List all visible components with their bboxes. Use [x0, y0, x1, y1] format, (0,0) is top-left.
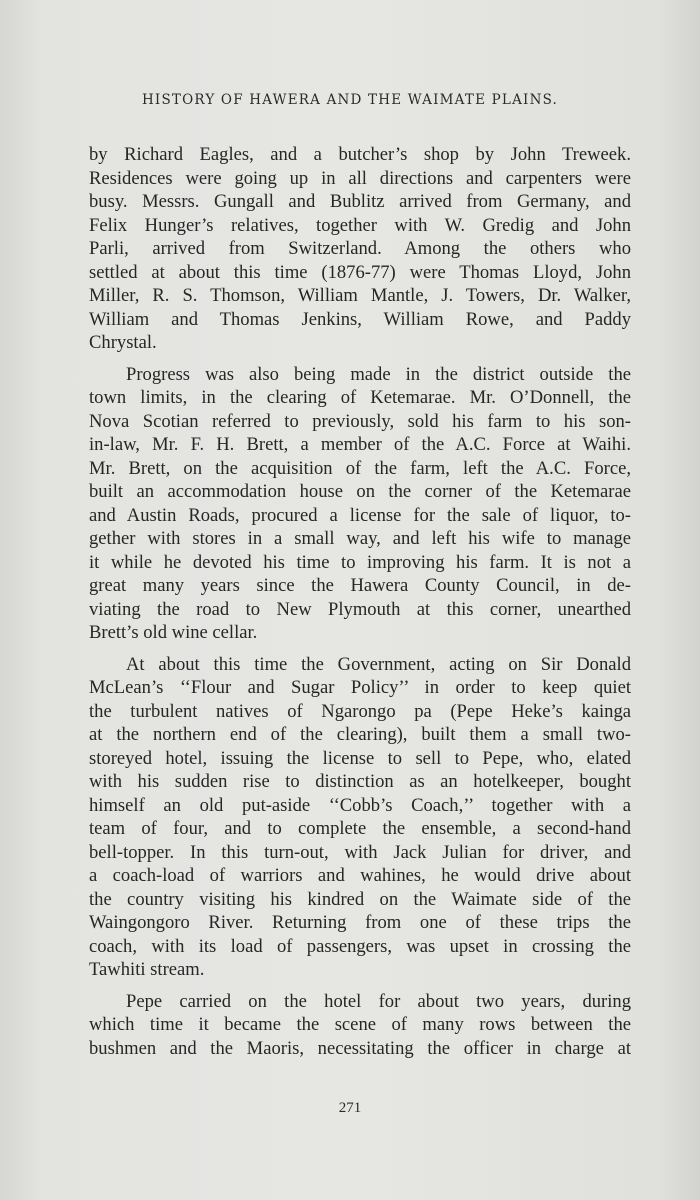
text-line: built an accommodation house on the corner of the Ketemarae — [89, 481, 631, 502]
paragraph-4 — [89, 990, 631, 1061]
text-line: town limits, in the clearing of Ketemarae. Mr. O’Donnell, the — [89, 387, 631, 408]
text-line: Waingongoro River. Returning from one of these trips the — [89, 912, 631, 933]
text-line: in-law, Mr. F. H. Brett, a member of the A.C. Force at Waihi. — [89, 434, 631, 455]
text-line: Pepe carried on the hotel for about two years, during — [126, 990, 631, 1012]
text-line: McLean’s ‘‘Flour and Sugar Policy’’ in order to keep quiet — [89, 677, 631, 698]
text-line: and Austin Roads, procured a license for the sale of liquor, to- — [89, 504, 631, 526]
text-line: team of four, and to complete the ensemble, a second-hand — [89, 818, 631, 839]
text-line: Nova Scotian referred to previously, sold his farm to his son- — [89, 410, 631, 432]
text-line: gether with stores in a small way, and left his wife to manage — [89, 528, 631, 549]
text-line: Chrystal. — [89, 332, 157, 353]
text-line: settled at about this time (1876-77) were Thomas Lloyd, John — [89, 261, 631, 283]
text-line: a coach-load of warriors and wahines, he would drive about — [89, 865, 631, 886]
text-line: William and Thomas Jenkins, William Rowe, and Paddy — [89, 308, 631, 330]
paragraph-1 — [89, 143, 631, 355]
text-line: with his sudden rise to distinction as an hotelkeeper, bought — [89, 771, 631, 792]
body-text — [89, 143, 631, 1068]
paragraph-2 — [89, 363, 631, 645]
text-line: Parli, arrived from Switzerland. Among the others who — [89, 238, 631, 259]
text-line: the country visiting his kindred on the Waimate side of the — [89, 888, 631, 910]
text-line: Tawhiti stream. — [89, 959, 205, 980]
text-line: viating the road to New Plymouth at this corner, unearthed — [89, 598, 631, 620]
running-head: HISTORY OF HAWERA AND THE WAIMATE PLAINS. — [141, 92, 559, 108]
text-line: At about this time the Government, acting on Sir Donald — [126, 653, 631, 675]
text-line: Progress was also being made in the district outside the — [126, 363, 631, 385]
text-line: great many years since the Hawera County Council, in de- — [89, 575, 631, 596]
paragraph-3 — [89, 653, 631, 982]
text-line: storeyed hotel, issuing the license to sell to Pepe, who, elated — [89, 747, 631, 769]
text-line: Brett’s old wine cellar. — [89, 622, 258, 643]
text-line: at the northern end of the clearing), built them a small two- — [89, 724, 631, 745]
text-line: Residences were going up in all directions and carpenters were — [89, 167, 631, 189]
text-line: Miller, R. S. Thomson, William Mantle, J. Towers, Dr. Walker, — [89, 285, 631, 306]
text-line: by Richard Eagles, and a butcher’s shop by John Treweek. — [89, 144, 631, 165]
text-line: busy. Messrs. Gungall and Bublitz arrived from Germany, and — [89, 191, 631, 212]
text-line: bushmen and the Maoris, necessitating the officer in charge at — [89, 1037, 631, 1059]
text-line: bell-topper. In this turn-out, with Jack Julian for driver, and — [89, 841, 631, 863]
page-number: 271 — [338, 1100, 362, 1116]
text-line: himself an old put-aside ‘‘Cobb’s Coach,’’ together with a — [89, 794, 631, 816]
text-line: the turbulent natives of Ngarongo pa (Pepe Heke’s kainga — [89, 700, 631, 722]
text-line: which time it became the scene of many rows between the — [89, 1014, 631, 1035]
text-line: coach, with its load of passengers, was upset in crossing the — [89, 935, 631, 957]
text-line: it while he devoted his time to improving his farm. It is not a — [89, 551, 631, 573]
text-line: Felix Hunger’s relatives, together with W. Gredig and John — [89, 214, 631, 236]
text-line: Mr. Brett, on the acquisition of the farm, left the A.C. Force, — [89, 457, 631, 479]
